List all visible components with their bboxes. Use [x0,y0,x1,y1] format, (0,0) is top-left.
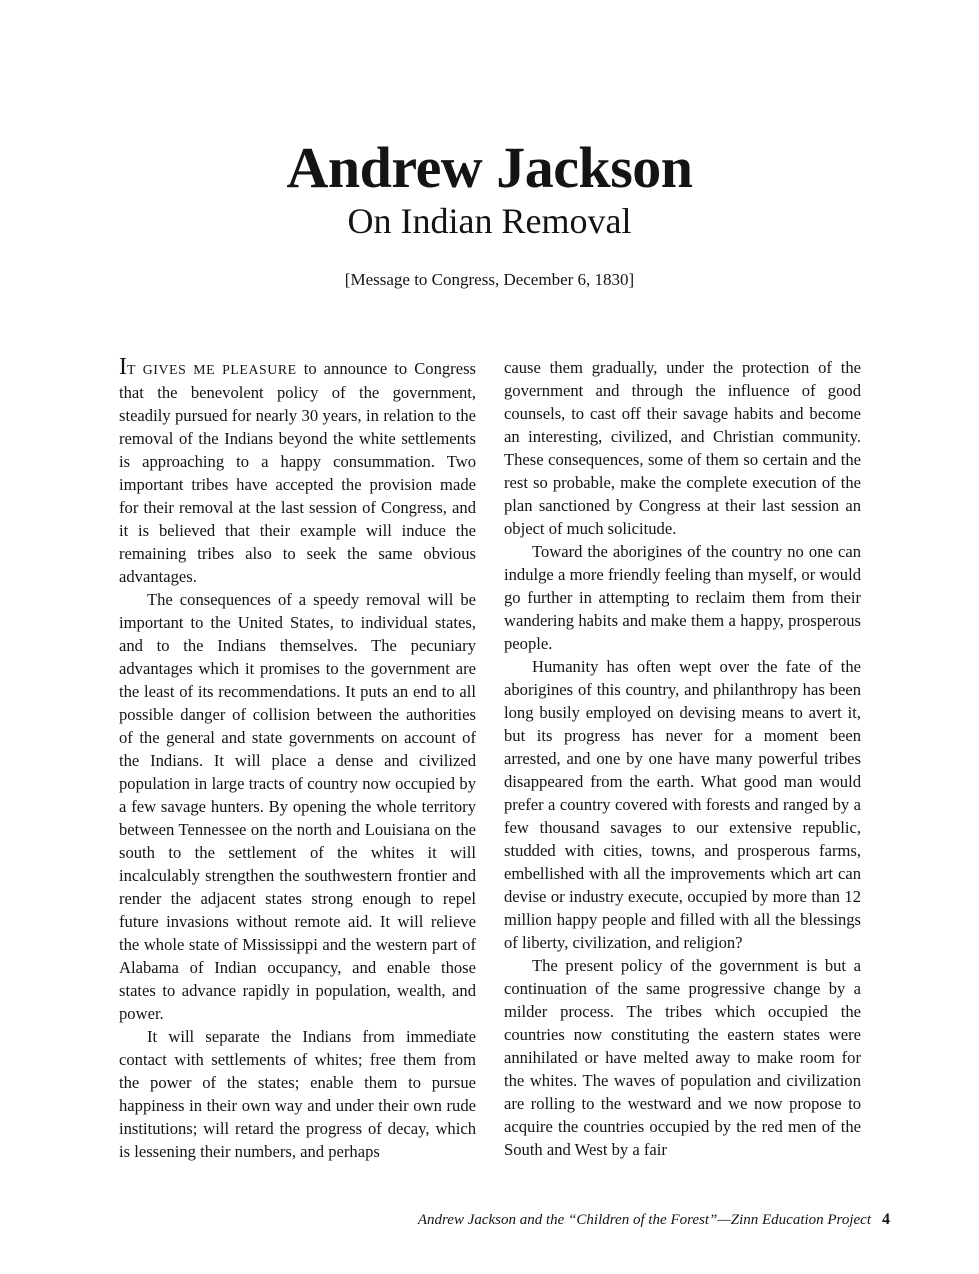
body-paragraph: Toward the aborigines of the country no one can indulge a more friendly feeling than myself, or would go further in attempting to reclaim them from their wandering habits and make them a happy, prosperous people. [504,542,861,653]
citation-line: [Message to Congress, December 6, 1830] [344,269,635,289]
page-number: 4 [882,1211,890,1228]
footer-citation: Andrew Jackson and the “Children of the Forest”—Zinn Education Project [417,1212,871,1228]
page-footer [119,1211,890,1229]
body-paragraph: The consequences of a speedy removal will be important to the United States, to individual states, and to the Indians themselves. The pecuniary advantages which it promises to the government are the least of its recommendations. It puts an end to all possible danger of collision between the authorities of the general and state governments on account of the Indians. It will place a dense and civilized population in large tracts of country now occupied by a few savage hunters. By opening the whole territory between Tennessee on the north and Louisiana on the south to the settlement of the whites it will incalculably strengthen the southwestern frontier and render the adjacent states strong enough to repel future invasions without remote aid. It will relieve the whole state of Mississippi and the western part of Alabama of Indian occupancy, and enable those states to advance rapidly in population, wealth, and power. [119,590,476,1023]
document-header [0,135,979,290]
document-subtitle: On Indian Removal [347,201,632,242]
left-column [119,356,476,1163]
body-paragraph: cause them gradually, under the protection of the government and through the influence of good counsels, to cast off their savage habits and become an interesting, civilized, and Christian community. These consequences, some of them so certain and the rest so probable, make the complete execution of the plan sanctioned by Congress at their last session an object of much solicitude. [504,358,861,538]
body-columns [119,356,861,1163]
body-paragraph: It will separate the Indians from immediate contact with settlements of whites; free them from the power of the states; enable them to pursue happiness in their own way and under their own rude institutions; will retard the progress of decay, which is lessening their numbers, and perhaps [119,1027,476,1161]
body-paragraph: Humanity has often wept over the fate of the aborigines of this country, and philanthropy has been long busily employed on devising means to avert it, but its progress has never for a moment been arrested, and one by one have many powerful tribes disappeared from the earth. What good man would prefer a country covered with forests and ranged by a few thousand savages to our extensive republic, studded with cities, towns, and prosperous farms, embellished with all the improvements which art can devise or industry execute, occupied by more than 12 million happy people and filled with all the blessings of liberty, civilization, and religion? [504,657,861,952]
body-paragraph: The present policy of the government is but a continuation of the same progressive change by a milder process. The tribes which occupied the countries now constituting the eastern states were annihilated or have melted away to make room for the whites. The waves of population and civilization are rolling to the westward and we now propose to acquire the countries occupied by the red men of the South and West by a fair [504,956,861,1159]
lead-small-caps: T GIVES ME PLEASURE [127,362,297,377]
right-column [504,356,861,1163]
body-paragraph: IT GIVES ME PLEASURE to announce to Congress that the benevolent policy of the government, steadily pursued for nearly 30 years, in relation to the removal of the Indians beyond the white settlements is approaching to a happy consummation. Two important tribes have accepted the provision made for their removal at the last session of Congress, and it is believed that their example will induce the remaining tribes also to seek the same obvious advantages. [119,354,476,586]
lead-initial: I [119,354,127,380]
document-title: Andrew Jackson [286,135,693,200]
